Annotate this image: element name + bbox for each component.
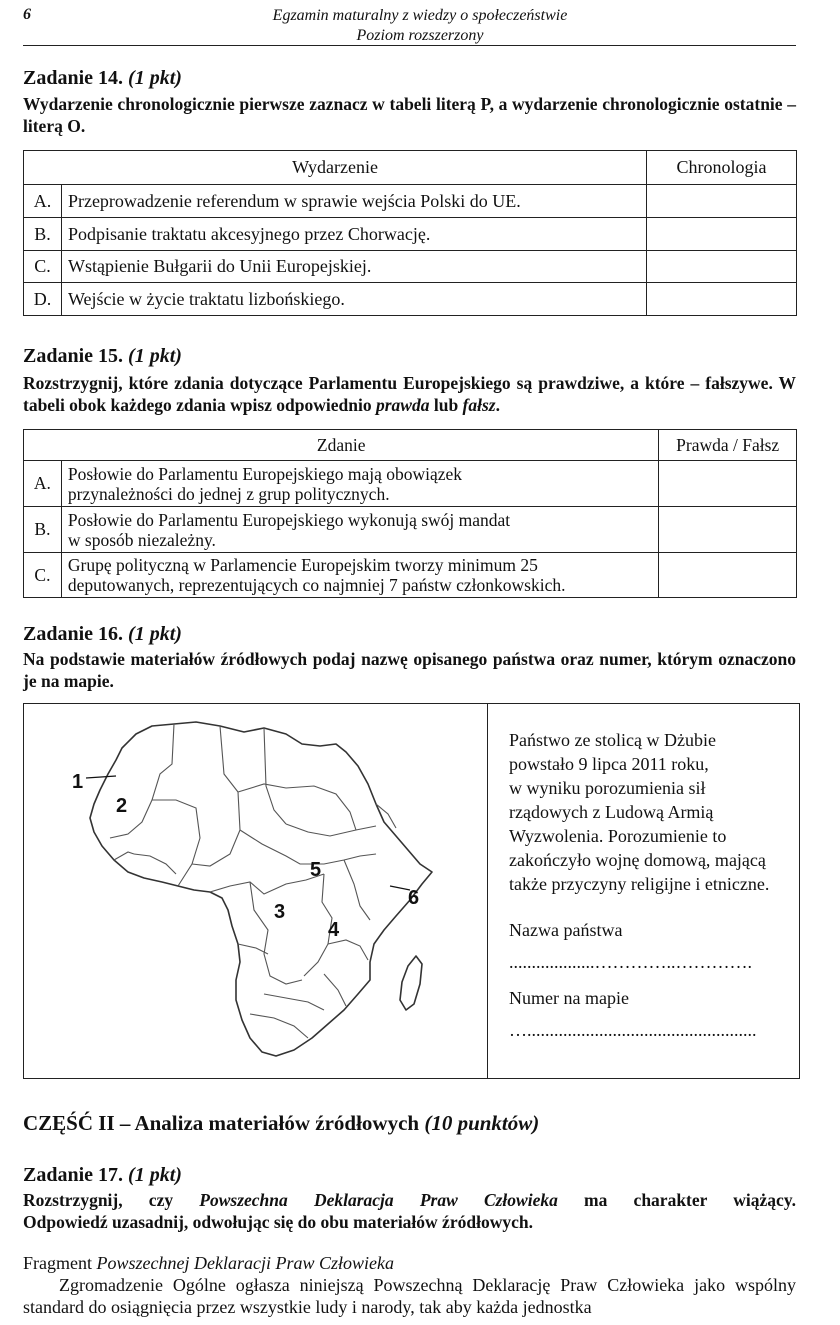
row-text <box>61 553 659 598</box>
source-line: Wyzwolenia. Porozumienie to <box>509 826 727 846</box>
source-line: Państwo ze stolicą w Dżubie <box>509 730 716 750</box>
task14-instruction <box>23 93 796 137</box>
leader-line-6 <box>390 886 410 890</box>
task14-title <box>23 66 182 90</box>
row-letter: B. <box>24 507 62 553</box>
header-rule <box>23 45 796 46</box>
country-name-answer-line[interactable]: ...................…………..…………. <box>509 952 752 972</box>
source-line: zakończyło wojnę domową, mającą <box>509 850 766 870</box>
task16-number: Zadanie 16. <box>23 623 124 645</box>
task14-number: Zadanie 14. <box>23 67 124 89</box>
task17-instruction-a: Rozstrzygnij, czy <box>23 1190 200 1210</box>
task15-period: . <box>495 395 500 415</box>
source-line: rządowych z Ludową Armią <box>509 802 714 822</box>
row-letter: C. <box>24 553 62 598</box>
header-exam-title: Egzamin maturalny z wiedzy o społeczeństwie <box>272 7 568 24</box>
answer-cell[interactable] <box>647 185 797 218</box>
task15-header-row <box>24 430 797 461</box>
task16-source-text <box>487 728 797 1042</box>
answer-cell[interactable] <box>659 507 797 553</box>
row-letter: A. <box>24 461 62 507</box>
table-row <box>24 507 797 553</box>
header-level: Poziom rozszerzony <box>356 27 484 44</box>
row-text <box>61 507 659 553</box>
task15-number: Zadanie 15. <box>23 345 124 367</box>
row-letter: A. <box>24 185 62 218</box>
answer-cell[interactable] <box>659 461 797 507</box>
row-text-line: deputowanych, reprezentujących co najmniej 7 państw członkowskich. <box>67 575 566 595</box>
task15-instruction <box>23 372 796 416</box>
map-label-3: 3 <box>274 901 286 923</box>
task14-col-chrono: Chronologia <box>647 151 797 185</box>
map-label-1: 1 <box>72 771 84 793</box>
task16-points: (1 pkt) <box>128 623 182 645</box>
task17-title <box>23 1163 182 1187</box>
table-row <box>24 553 797 598</box>
map-leader-lines <box>86 776 410 890</box>
task14-points: (1 pkt) <box>128 67 182 89</box>
leader-line-1 <box>86 776 116 778</box>
page-number: 6 <box>23 6 31 23</box>
fragment-source-name: Powszechnej Deklaracji Praw Człowieka <box>96 1253 394 1273</box>
task14-col-event: Wydarzenie <box>24 151 647 185</box>
map-number-answer-line[interactable]: …................................................... <box>509 1020 757 1040</box>
answer-cell[interactable] <box>647 218 797 251</box>
row-text: Przeprowadzenie referendum w sprawie wejścia Polski do UE. <box>61 185 646 218</box>
part2-title-main: CZĘŚĆ II – Analiza materiałów źródłowych <box>23 1111 425 1135</box>
word-or: lub <box>429 395 463 415</box>
source-line: powstało 9 lipca 2011 roku, <box>509 754 709 774</box>
row-letter: C. <box>24 251 62 283</box>
task15-title <box>23 344 182 368</box>
part2-title <box>23 1111 539 1136</box>
fragment-title <box>23 1252 394 1274</box>
task17-instruction-b: ma charakter wiążący. <box>557 1190 796 1210</box>
task15-instruction-text <box>23 372 796 416</box>
map-label-6: 6 <box>408 887 420 909</box>
africa-map <box>24 704 487 1080</box>
page-header <box>0 6 840 46</box>
table-row <box>24 461 797 507</box>
table-row <box>24 185 797 218</box>
country-name-label: Nazwa państwa <box>509 920 623 940</box>
row-text-line: Grupę polityczną w Parlamencie Europejskim tworzy minimum 25 <box>67 555 538 575</box>
row-text-line: Posłowie do Parlamentu Europejskiego wykonują swój mandat <box>67 509 511 530</box>
part2-points: (10 punktów) <box>424 1111 540 1135</box>
fragment-prefix: Fragment <box>23 1253 97 1273</box>
source-line: także przyczyny religijne i etniczne. <box>509 874 770 894</box>
africa-outline <box>90 722 432 1056</box>
task16-instruction <box>23 648 796 692</box>
row-letter: B. <box>24 218 62 251</box>
row-text-line: przynależności do jednej z grup politycznych. <box>67 483 390 504</box>
task16-instruction-text: Na podstawie materiałów źródłowych podaj nazwę opisanego państwa oraz numer, którym oznaczono je na mapie. <box>23 649 796 691</box>
map-number-label: Numer na mapie <box>509 988 629 1008</box>
map-label-2: 2 <box>116 795 128 817</box>
task17-instruction-line1 <box>23 1189 796 1211</box>
task17-instruction-line2: Odpowiedź uzasadnij, odwołując się do obu materiałów źródłowych. <box>23 1212 533 1232</box>
task15-instruction-main: Rozstrzygnij, które zdania dotyczące Parlamentu Europejskiego są prawdziwe, a które – fałszywe. W tabeli obok każdego zdania wpisz odpowiednio <box>23 373 796 415</box>
task15-col-sentence: Zdanie <box>24 430 659 461</box>
row-text: Podpisanie traktatu akcesyjnego przez Chorwację. <box>61 218 646 251</box>
task17-number: Zadanie 17. <box>23 1164 124 1186</box>
task16-title <box>23 622 182 646</box>
fragment-body: Zgromadzenie Ogólne ogłasza niniejszą Powszechną Deklarację Praw Człowieka jako wspólny standard do osiągnięcia przez wszystkie ludy i narody, tak aby każda jednostka <box>23 1275 796 1317</box>
map-label-5: 5 <box>310 859 322 881</box>
task14-table <box>23 150 797 316</box>
answer-cell[interactable] <box>647 283 797 316</box>
row-text: Wejście w życie traktatu lizbońskiego. <box>61 283 646 316</box>
row-text: Wstąpienie Bułgarii do Unii Europejskiej. <box>61 251 646 283</box>
map-label-4: 4 <box>328 919 340 941</box>
word-falsz: fałsz <box>462 395 496 415</box>
table-row <box>24 283 797 316</box>
task17-instruction <box>23 1189 796 1233</box>
task15-col-tf: Prawda / Fałsz <box>659 430 797 461</box>
task16-material-box <box>23 703 800 1079</box>
row-text-line: Posłowie do Parlamentu Europejskiego mają obowiązek <box>67 463 463 484</box>
table-row <box>24 218 797 251</box>
task17-instruction-italic: Powszechna Deklaracja Praw Człowieka <box>199 1190 558 1210</box>
task14-instruction-text: Wydarzenie chronologicznie pierwsze zaznacz w tabeli literą P, a wydarzenie chronologicznie ostatnie – literą O. <box>23 94 796 136</box>
row-text <box>61 461 659 507</box>
row-text-line: w sposób niezależny. <box>67 529 216 550</box>
task17-points: (1 pkt) <box>128 1164 182 1186</box>
task15-table <box>23 429 797 598</box>
task14-header-row <box>24 151 797 185</box>
source-line: w wyniku porozumienia sił <box>509 778 706 798</box>
africa-borders <box>110 724 396 1038</box>
answer-cell[interactable] <box>647 251 797 283</box>
word-prawda: prawda <box>375 395 430 415</box>
answer-cell[interactable] <box>659 553 797 598</box>
table-row <box>24 251 797 283</box>
task15-points: (1 pkt) <box>128 345 182 367</box>
row-letter: D. <box>24 283 62 316</box>
